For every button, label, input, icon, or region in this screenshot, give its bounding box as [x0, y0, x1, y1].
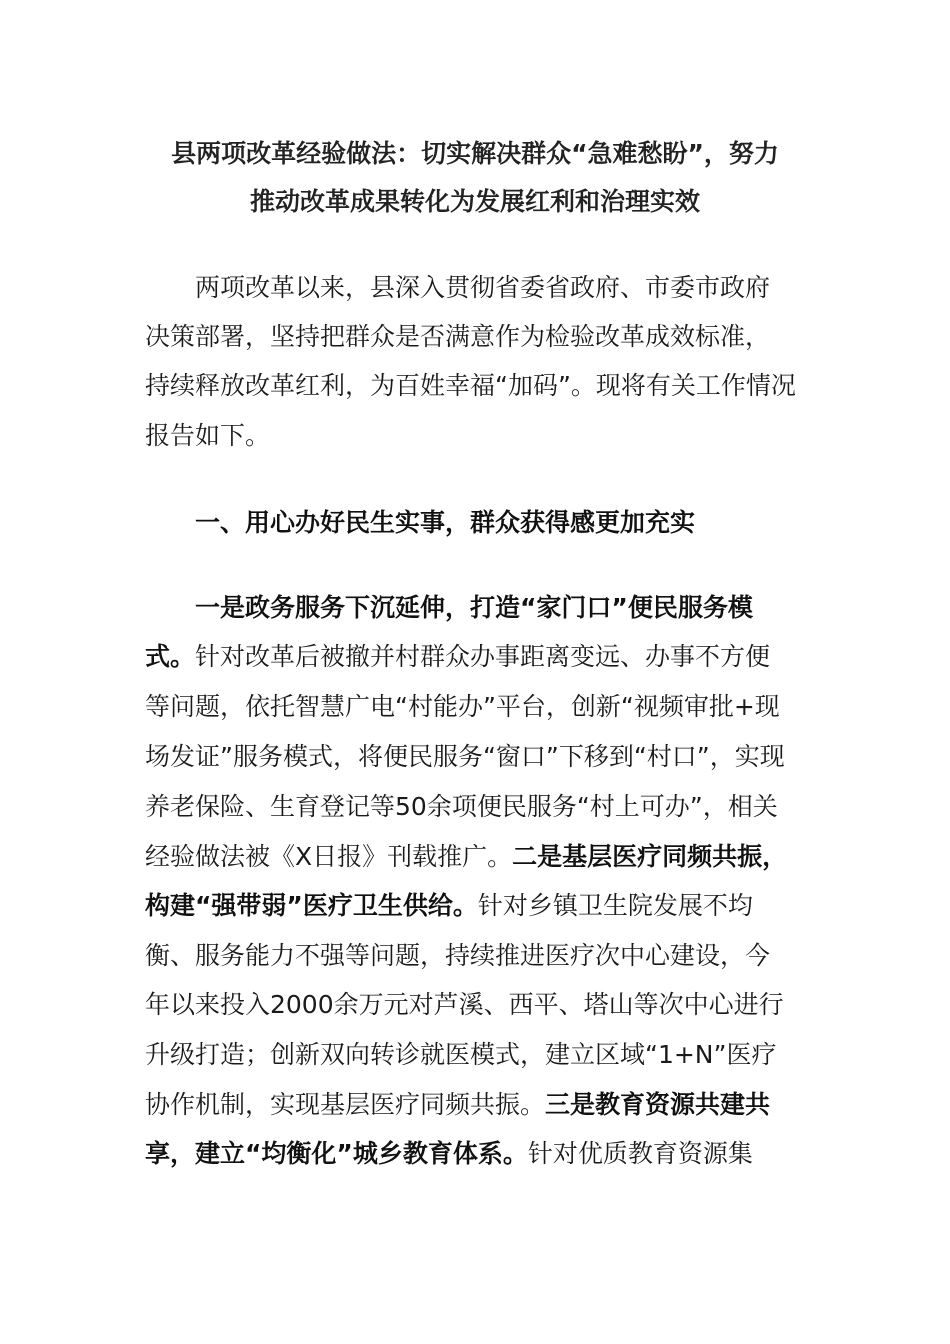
body-line-12-bold: 享，建立“均衡化”城乡教育体系。 — [145, 1139, 528, 1168]
body-line-4: 场发证”服务模式，将便民服务“窗口”下移到“村口”，实现 — [145, 742, 785, 771]
body-line-12 — [145, 1136, 753, 1172]
title-line-2: 推动改革成果转化为发展红利和治理实效 — [249, 187, 700, 216]
intro-line-2: 决策部署，坚持把群众是否满意作为检验改革成效标准， — [145, 322, 771, 351]
body-line-11-text: 协作机制，实现基层医疗同频共振。 — [145, 1090, 546, 1119]
section-heading: 一、用心办好民生实事，群众获得感更加充实 — [195, 508, 696, 537]
intro-line-3: 持续释放改革红利，为百姓幸福“加码”。现将有关工作情况 — [145, 371, 796, 400]
body-line-12-text: 针对优质教育资源集 — [527, 1139, 753, 1168]
body-line-9: 年以来投入2000余万元对芦溪、西平、塔山等次中心进行 — [145, 990, 784, 1019]
body-line-10: 升级打造；创新双向转诊就医模式，建立区域“1+N”医疗 — [145, 1040, 777, 1069]
intro-line-4: 报告如下。 — [145, 421, 271, 450]
body-line-1 — [195, 590, 753, 626]
title-line-1: 县两项改革经验做法：切实解决群众“急难愁盼”，努力 — [171, 139, 779, 168]
body-line-1-bold: 一是政务服务下沉延伸，打造“家门口”便民服务模 — [195, 593, 753, 622]
body-line-8: 衡、服务能力不强等问题，持续推进医疗次中心建设，今 — [145, 941, 771, 970]
body-line-6 — [145, 839, 787, 875]
body-line-7-bold: 构建“强带弱”医疗卫生供给。 — [145, 891, 478, 920]
body-line-6-text: 经验做法被《X日报》刊载推广。 — [145, 842, 513, 871]
body-line-7 — [145, 888, 753, 924]
body-line-11 — [145, 1087, 770, 1123]
body-line-11-bold: 三是教育资源共建共 — [545, 1090, 771, 1119]
body-line-3: 等问题，依托智慧广电“村能办”平台，创新“视频审批+现 — [145, 692, 780, 721]
intro-line-1: 两项改革以来，县深入贯彻省委省政府、市委市政府 — [195, 273, 771, 302]
document-title — [130, 130, 820, 226]
body-line-6-bold: 二是基层医疗同频共振， — [512, 842, 788, 871]
body-line-7-text: 针对乡镇卫生院发展不均 — [477, 891, 753, 920]
body-line-2-text: 针对改革后被撤并村群众办事距离变远、办事不方便 — [195, 642, 771, 671]
body-line-2 — [145, 639, 770, 675]
body-line-2-bold: 式。 — [145, 642, 196, 671]
body-line-5: 养老保险、生育登记等50余项便民服务“村上可办”，相关 — [145, 792, 778, 821]
